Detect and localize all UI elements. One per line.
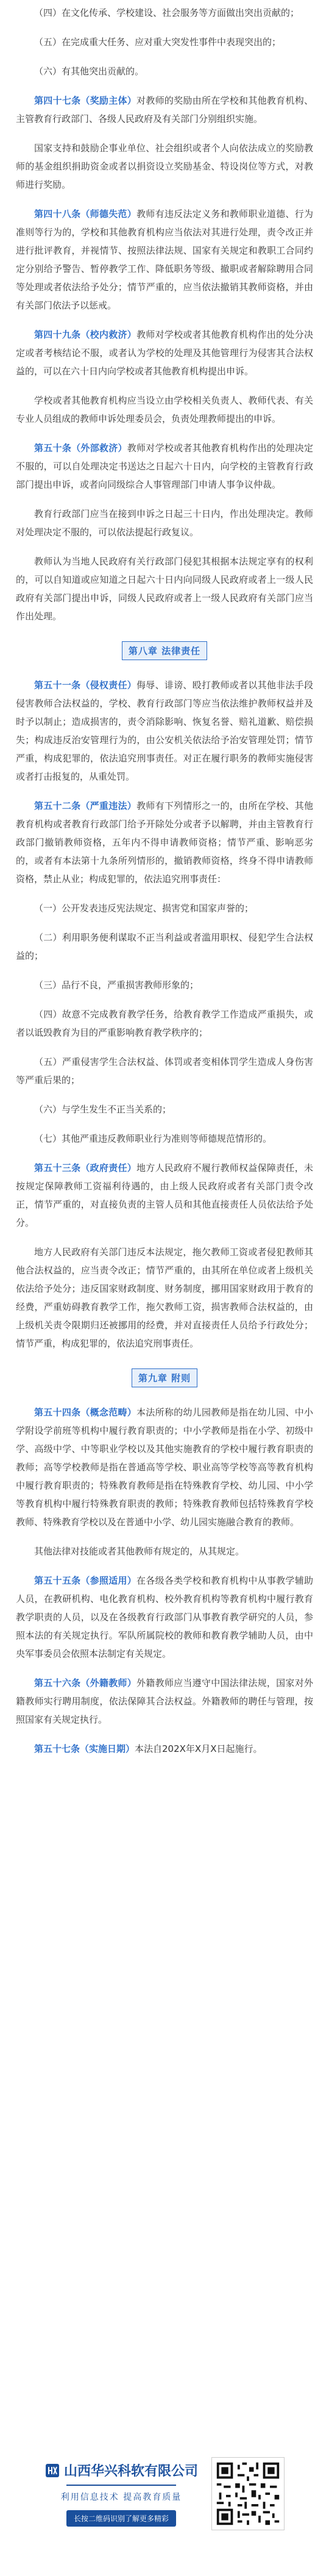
list-item: （三）品行不良，严重损害教师形象的； [34, 980, 199, 991]
qr-code-icon[interactable] [211, 2457, 285, 2530]
qr-cta-label: 长按二维码识别了解更多精彩 [66, 2510, 176, 2527]
chapter-8-header [16, 641, 313, 660]
list-item: （一）公开发表违反宪法规定、损害党和国家声誉的； [34, 903, 254, 914]
company-name-row [44, 2461, 198, 2480]
list-item: （六）有其他突出贡献的。 [34, 66, 144, 77]
article-heading: 第五十一条（侵权责任） [34, 680, 137, 691]
article-heading: 第五十七条（实施日期） [34, 1743, 135, 1754]
article-text: 地方人民政府不履行教师权益保障责任，未按规定保障教师工资福利待遇的，由上级人民政府或者有关部门责令改正，情节严重的，对直接负责的主管人员和其他直接责任人员依法给予处分。 [16, 1162, 313, 1228]
paragraph: 教育行政部门应当在接到申诉之日起三十日内，作出处理决定。教师对处理决定不服的，可以依法提起行政复议。 [16, 508, 313, 538]
article-49 [16, 326, 313, 380]
company-name: 山西华兴科软有限公司 [63, 2463, 198, 2479]
article-48 [16, 205, 313, 315]
article-heading: 第五十四条（概念范畴） [34, 1407, 137, 1418]
list-item: （五）严重侵害学生合法权益、体罚或者变相体罚学生造成人身伤害等严重后果的； [16, 1056, 313, 1086]
article-heading: 第五十五条（参照适用） [34, 1575, 137, 1586]
article-text: 教师对学校或者其他教育机构作出的处分决定或者考核结论不服，或者认为学校的处理及其他管理行为侵害其合法权益的，可以在六十日内向学校或者其他教育机构提出申诉。 [16, 329, 313, 377]
article-text: 本法所称的幼儿园教师是指在幼儿园、中小学附设学前班等机构中履行教育职责的；中小学教师是指在小学、初级中学、高级中学、中等职业学校以及其他实施教育的学校中履行教育职责的教师；高等学校教师是指在普通高等学校、职业高等学校等高等教育机构中履行教育职责的；特殊教育教师是指在特殊教育学校、幼儿园、中小学等教育机构中履行特殊教育职责的教师；特殊教育教师包括特殊教育学校教师、特殊教育学校以及在普通中小学、幼儿园实施融合教育的教师。 [16, 1407, 313, 1528]
article-text: 在各级各类学校和教育机构中从事教学辅助人员，在教研机构、电化教育机构、校外教育机构等教育机构中履行教育教学职责的人员，以及在各级教育行政部门从事教育教学研究的人员，参照本法的有关规定执行。军队所属院校的教师和教育教学辅助人员，由中央军事委员会依照本法制定有关规定。 [16, 1575, 313, 1659]
article-47 [16, 91, 313, 128]
paragraph: 地方人民政府有关部门违反本法规定，拖欠教师工资或者侵犯教师其他合法权益的，应当责令改正；情节严重的，由其所在单位或者上级机关依法给予处分；违反国家财政制度、财务制度，挪用国家财政用于教育的经费，严重妨碍教育教学工作，拖欠教师工资，损害教师合法权益的，由上级机关责令限期归还被挪用的经费，并对直接责任人员给予行政处分；情节严重，构成犯罪的，依法追究刑事责任。 [16, 1247, 313, 1349]
article-text: 本法自202X年X月X日起施行。 [135, 1743, 263, 1754]
article-heading: 第四十九条（校内救济） [34, 329, 137, 340]
footer-brand [44, 2461, 198, 2527]
list-item: （二）利用职务便利谋取不正当利益或者滥用职权、侵犯学生合法权益的； [16, 932, 313, 961]
article-text: 对教师的奖励由所在学校和其他教育机构、主管教育行政部门、各级人民政府及有关部门分别组织实施。 [16, 95, 313, 124]
list-item: （七）其他严重违反教师职业行为准则等师德规范情形的。 [34, 1133, 272, 1144]
article-57 [16, 1740, 313, 1758]
list-item: （四）在文化传承、学校建设、社会服务等方面做出突出贡献的； [34, 7, 300, 18]
paragraph: 国家支持和鼓励企事业单位、社会组织或者个人向依法成立的奖励教师的基金组织捐助资金或者以捐资设立奖励基金、特设岗位等方式，对教师进行奖励。 [16, 143, 313, 190]
chapter-title: 第八章 法律责任 [122, 641, 207, 660]
paragraph: 学校或者其他教育机构应当设立由学校相关负责人、教师代表、有关专业人员组成的教师申诉处理委员会，负责处理教师提出的申诉。 [16, 395, 313, 424]
article-51 [16, 676, 313, 786]
article-heading: 第五十六条（外籍教师） [34, 1678, 137, 1688]
article-heading: 第五十条（外部救济） [34, 443, 127, 454]
list-item: （六）与学生发生不正当关系的； [34, 1104, 172, 1115]
paragraph: 教师认为当地人民政府有关行政部门侵犯其根据本法规定享有的权利的，可以自知道或应知道之日起六十日内向同级人民政府或者上一级人民政府有关部门提出申诉，同级人民政府或者上一级人民政府有关部门应当作出处理。 [16, 556, 313, 622]
divider [66, 2485, 176, 2486]
article-text: 教师有下列情形之一的，由所在学校、其他教育机构或者教育行政部门给予开除处分或者予以解聘，并由主管教育行政部门撤销教师资格，五年内不得申请教师资格；情节严重、影响恶劣的，或者有本法第十九条所列情形的，撤销教师资格，终身不得申请教师资格，禁止从业；构成犯罪的，依法追究刑事责任： [16, 800, 313, 884]
article-55 [16, 1571, 313, 1663]
slogan: 利用信息技术 提高教育质量 [60, 2492, 182, 2502]
article-text: 侮辱、诽谤、殴打教师或者以其他非法手段侵害教师合法权益的，学校、教育行政部门等应当依法维护教师权益并及时予以制止；造成损害的，责令消除影响、恢复名誉、赔礼道歉、赔偿损失；构成违反治安管理行为的，由公安机关依法给予治安管理处罚；情节严重，构成犯罪的，依法追究刑事责任。对正在履行职务的教师实施侵害或者打击报复的，从重处罚。 [16, 680, 313, 782]
list-item: （五）在完成重大任务、应对重大突发性事件中表现突出的； [34, 37, 281, 48]
list-item: （四）故意不完成教育教学任务，给教育教学工作造成严重损失，或者以诋毁教育为目的严重影响教育教学秩序的； [16, 1009, 313, 1038]
article-50 [16, 439, 313, 494]
article-heading: 第五十三条（政府责任） [34, 1162, 137, 1173]
article-54 [16, 1403, 313, 1531]
article-text: 教师对学校或者其他教育机构作出的处理决定不服的，可以自处理决定书送达之日起六十日内，向学校的主管教育行政部门提出申诉，或者向同级综合人事管理部门申请人事争议仲裁。 [16, 443, 313, 490]
chapter-9-header [16, 1368, 313, 1387]
chapter-title: 第九章 附则 [132, 1368, 197, 1387]
article-56 [16, 1674, 313, 1729]
article-heading: 第五十二条（严重违法） [34, 800, 137, 811]
hx-logo-icon [44, 2463, 60, 2478]
article-53 [16, 1159, 313, 1232]
article-52 [16, 797, 313, 888]
article-heading: 第四十七条（奖励主体） [34, 95, 137, 106]
paragraph: 其他法律对技能或者其他教师有规定的，从其规定。 [34, 1546, 245, 1557]
article-heading: 第四十八条（师德失范） [34, 208, 137, 219]
footer-banner [0, 2411, 329, 2576]
article-text: 教师有违反法定义务和教师职业道德、行为准则等行为的，学校和其他教育机构应当依法对其进行处理，责令改正并进行批评教育，并视情节、按照法律法规、国家有关规定和教职工合同约定分别给予警告、暂停教学工作、降低职务等级、撤职或者解除聘用合同等处理或者依法给予处分；情节严重的，应当依法撤销其教师资格，并由有关部门依法予以惩戒。 [16, 208, 313, 311]
article-text: 外籍教师应当遵守中国法律法规，国家对外籍教师实行聘用制度，依法保障其合法权益。外籍教师的聘任与管理，按照国家有关规定执行。 [16, 1678, 313, 1725]
